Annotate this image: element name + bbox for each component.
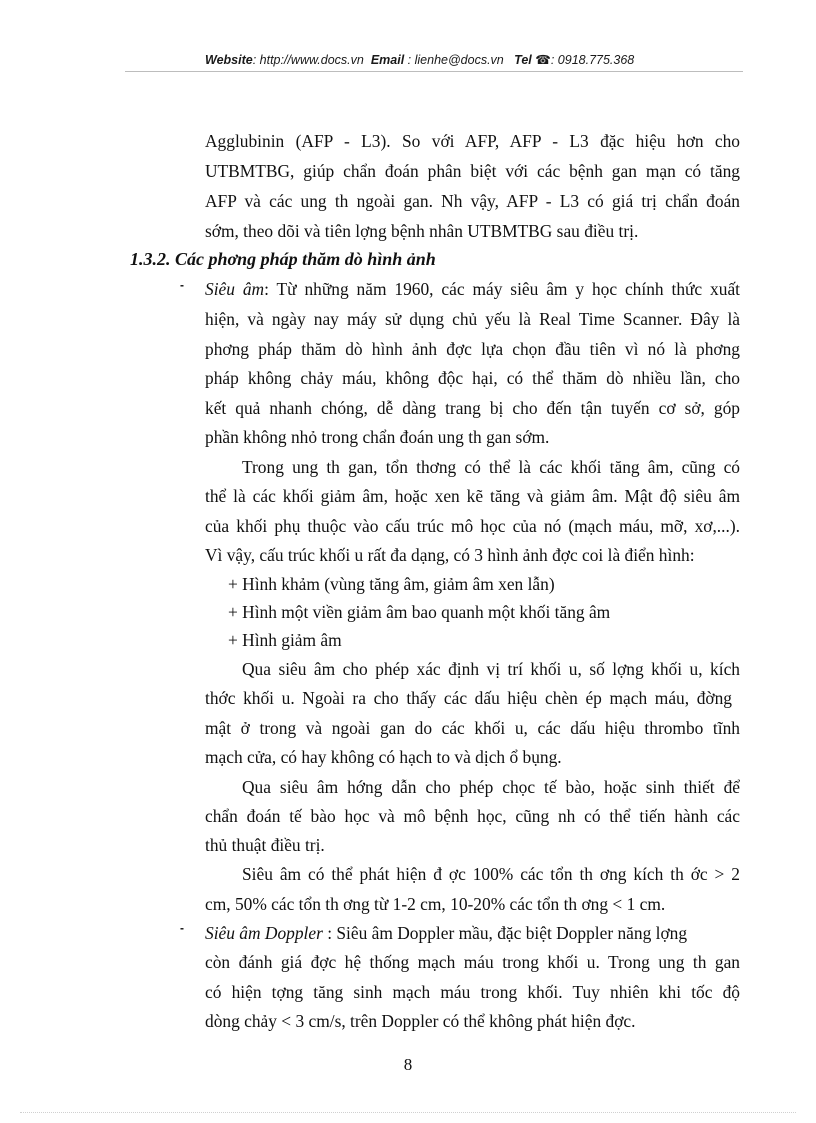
paragraph-line: thể là các khối giảm âm, hoặc xen kẽ tăng và giảm âm. Mật độ siêu âm: [205, 486, 740, 506]
paragraph-line: của khối phụ thuộc vào cấu trúc mô học của nó (mạch máu, mỡ, xơ,...).: [205, 516, 740, 536]
website-label: Website: [205, 53, 253, 67]
paragraph-line: Agglubinin (AFP - L3). So với AFP, AFP - L3 đặc hiệu hơn cho: [205, 131, 740, 151]
term-sieu-am: Siêu âm: [205, 279, 265, 299]
paragraph-line: AFP và các ung th ngoài gan. Nh vậy, AFP - L3 có giá trị chẩn đoán: [205, 191, 740, 211]
paragraph-line: hiện, và ngày nay máy sử dụng chủ yếu là Real Time Scanner. Đây là: [205, 309, 740, 329]
paragraph-line: dòng chảy < 3 cm/s, trên Doppler có thể không phát hiện đợc.: [205, 1011, 636, 1031]
email-value: : lienhe@docs.vn: [407, 53, 504, 67]
bullet-item-doppler: Siêu âm Doppler : Siêu âm Doppler mầu, đặc biệt Doppler năng lợng: [205, 923, 688, 943]
paragraph-line: Qua siêu âm cho phép xác định vị trí khối u, số lợng khối u, kích: [242, 659, 740, 679]
bullet-dash: -: [180, 278, 184, 292]
paragraph-line: phơng pháp thăm dò hình ảnh đợc lựa chọn đầu tiên vì nó là phơng: [205, 339, 740, 359]
website-value: : http://www.docs.vn: [252, 53, 364, 67]
bullet-item-sieu-am: Siêu âm: Từ những năm 1960, các máy siêu âm y học chính thức xuất: [205, 279, 740, 299]
paragraph-line: kết quả nhanh chóng, dễ dàng trang bị cho đến tận tuyến cơ sở, góp: [205, 398, 740, 418]
paragraph-line: mạch cửa, có hay không có hạch to và dịch ổ bụng.: [205, 747, 562, 767]
list-item: + Hình một viền giảm âm bao quanh một khối tăng âm: [228, 602, 611, 622]
page-number: 8: [403, 1055, 413, 1074]
paragraph-line: có hiện tợng tăng sinh mạch máu trong khối. Tuy nhiên khi tốc độ: [205, 982, 740, 1002]
paragraph-line: mật ở trong và ngoài gan do các khối u, các dấu hiệu thrombo tĩnh: [205, 718, 740, 738]
paragraph-line: Siêu âm có thể phát hiện đ ợc 100% các tổn th ơng kích th ớc > 2: [242, 864, 740, 884]
section-heading: 1.3.2. Các phơng pháp thăm dò hình ảnh: [130, 249, 436, 269]
bullet-dash: -: [180, 921, 184, 935]
list-item: + Hình khảm (vùng tăng âm, giảm âm xen lẫn): [228, 574, 555, 594]
paragraph-line: thủ thuật điều trị.: [205, 835, 325, 855]
phone-icon: ☎: [535, 53, 551, 67]
paragraph-line: Vì vậy, cấu trúc khối u rất đa dạng, có 3 hình ảnh đợc coi là điển hình:: [205, 545, 695, 565]
footer-divider: [20, 1112, 796, 1113]
paragraph-line: Qua siêu âm hớng dẫn cho phép chọc tế bào, hoặc sinh thiết để: [242, 777, 740, 797]
paragraph-line: UTBMTBG, giúp chẩn đoán phân biệt với các bệnh gan mạn có tăng: [205, 161, 740, 181]
term-doppler: Siêu âm Doppler: [205, 923, 323, 943]
paragraph-line: sớm, theo dõi và tiên lợng bệnh nhân UTBMTBG sau điều trị.: [205, 221, 639, 241]
paragraph-line: thớc khối u. Ngoài ra cho thấy các dấu hiệu chèn ép mạch máu, đờng: [205, 688, 732, 708]
tel-value: : 0918.775.368: [550, 53, 635, 67]
email-label: Email: [370, 53, 405, 67]
header-divider: [125, 71, 743, 72]
paragraph-line: phần không nhỏ trong chẩn đoán ung th gan sớm.: [205, 427, 550, 447]
paragraph-line: pháp không chảy máu, không độc hại, có thể thăm dò nhiều lần, cho: [205, 368, 740, 388]
page-header: [205, 52, 685, 67]
tel-label: Tel: [514, 53, 532, 67]
paragraph-line: cm, 50% các tổn th ơng từ 1-2 cm, 10-20% các tổn th ơng < 1 cm.: [205, 894, 666, 914]
paragraph-line: còn đánh giá đợc hệ thống mạch máu trong khối u. Trong ung th gan: [205, 952, 740, 972]
paragraph-line: Trong ung th gan, tổn thơng có thể là các khối tăng âm, cũng có: [242, 457, 740, 477]
list-item: + Hình giảm âm: [228, 630, 342, 650]
paragraph-line: chẩn đoán tế bào học và mô bệnh học, cũng nh có thể tiến hành các: [205, 806, 740, 826]
